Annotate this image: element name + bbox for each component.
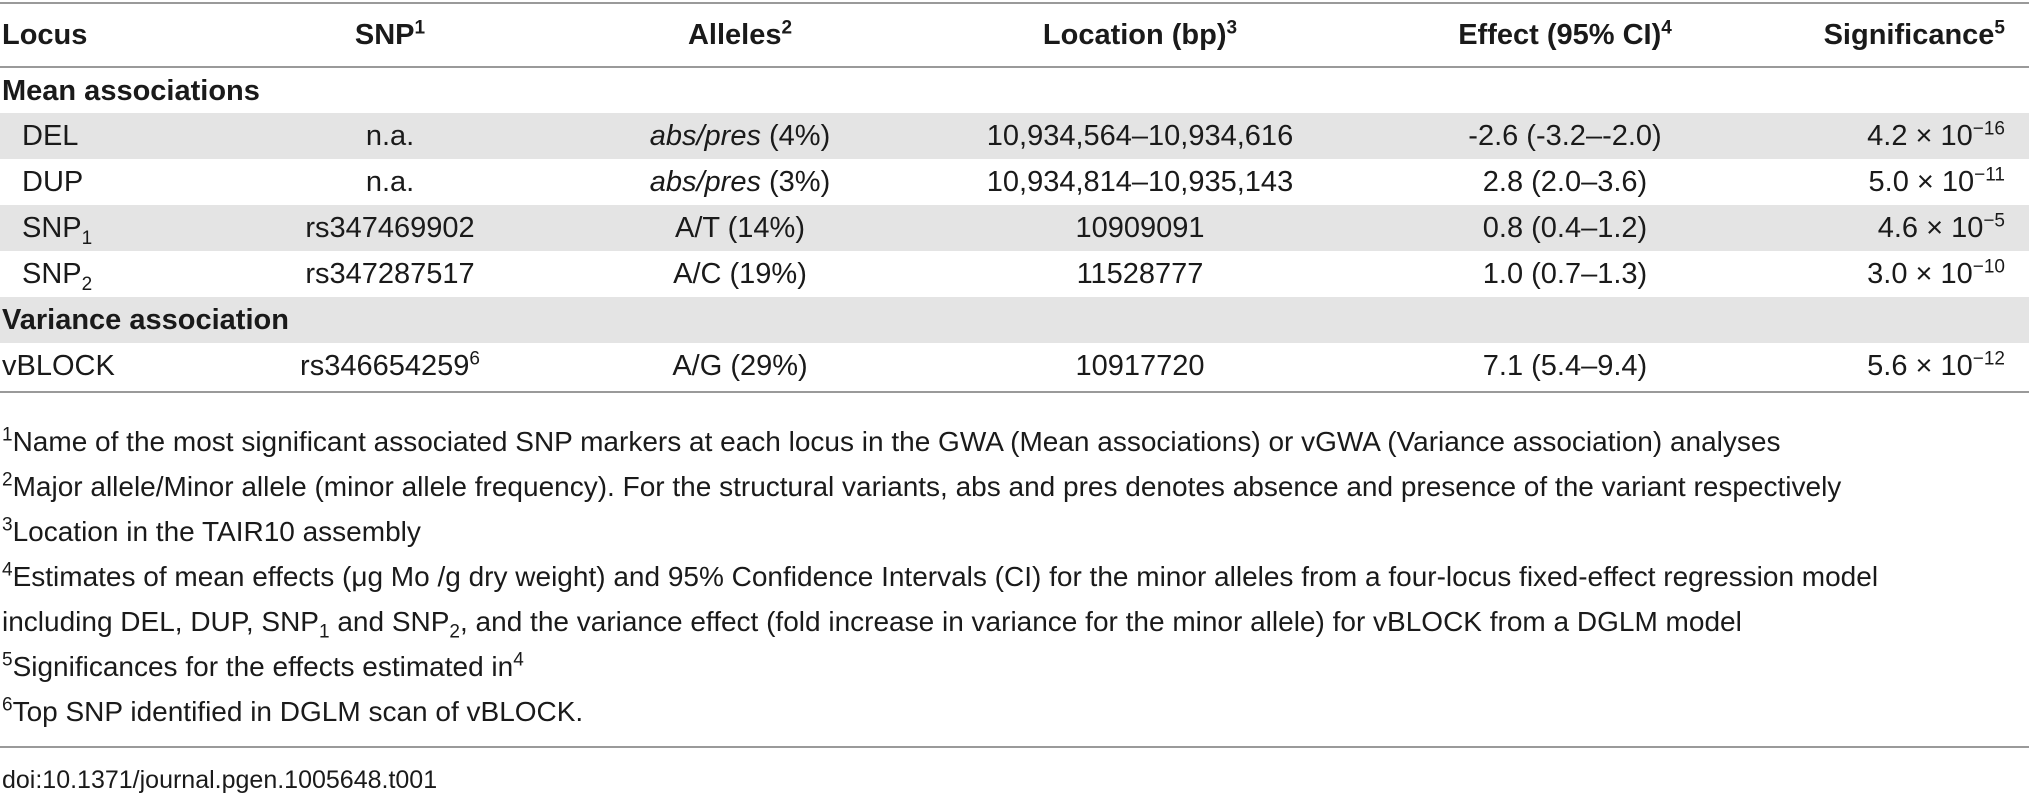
cell-significance: $4.2 \times 10^{-16}$ (1867, 118, 2005, 152)
cell-snp: n.a. (365, 120, 415, 152)
cell-effect: -2.6 (-3.2–-2.0) (1468, 120, 1662, 152)
header-significance: Significance$^5$ (1823, 17, 2005, 51)
cell-location: 10909091 (1075, 212, 1205, 244)
footnote-5: $^5$Significances for the effects estimated $in^4$ (2, 649, 524, 682)
header-effect: Effect (95% CI)$^4$ (1458, 17, 1672, 51)
cell-effect: 2.8 (2.0–3.6) (1482, 166, 1648, 198)
cell-locus: DUP (22, 166, 84, 198)
cell-alleles: abs/pres (4%) (649, 120, 831, 152)
cell-snp: rs346654259$^6$ (300, 348, 480, 382)
cell-snp: rs347287517 (305, 258, 475, 290)
footnote-4-continued: including DEL, DUP, $SNP_1$ and $SNP_2$, and the variance effect (fold increase in variance for the minor allele) for vBLOCK from a DGLM model (2, 606, 1742, 643)
cell-significance: $5.0 \times 10^{-11}$ (1868, 164, 2005, 198)
cell-effect: 7.1 (5.4–9.4) (1482, 350, 1648, 382)
cell-locus: DEL (22, 120, 79, 152)
cell-significance: $5.6 \times 10^{-12}$ (1867, 348, 2005, 382)
footnote-4: $^4$Estimates of mean effects (μg Mo /g dry weight) and 95% Confidence Intervals (CI) for the minor alleles from a four-locus fixed-effect regression model (2, 559, 1879, 592)
cell-alleles: A/G (29%) (672, 350, 808, 382)
footnote-1: $^1$Name of the most significant associated SNP markers at each locus in the GWA (Mean associations) or vGWA (Variance association) analyses (2, 424, 1781, 457)
cell-alleles: abs/pres (3%) (649, 166, 831, 198)
table-row (0, 343, 2029, 389)
table-row (0, 113, 2029, 159)
doi-text: doi:10.1371/journal.pgen.1005648.t001 (2, 766, 438, 794)
header-rule (0, 66, 2029, 68)
header-alleles: Alleles$^2$ (687, 17, 793, 51)
table-row (0, 159, 2029, 205)
header-location: Location (bp)$^3$ (1042, 17, 1238, 51)
cell-effect: 0.8 (0.4–1.2) (1482, 212, 1648, 244)
cell-alleles: A/T (14%) (674, 212, 805, 244)
cell-location: 10917720 (1075, 350, 1205, 382)
table-row (0, 205, 2029, 251)
cell-locus: vBLOCK (2, 350, 115, 382)
footnote-3: $^3$Location in the TAIR10 assembly (2, 514, 421, 547)
table-bottom-rule (0, 391, 2029, 393)
footnote-6: $^6$Top SNP identified in DGLM scan of vBLOCK. (2, 694, 584, 727)
cell-significance: $3.0 \times 10^{-10}$ (1867, 256, 2005, 290)
cell-locus: $SNP_1$ (22, 212, 93, 249)
cell-location: 10,934,814–10,935,143 (986, 166, 1294, 198)
cell-snp: rs347469902 (305, 212, 475, 244)
cell-location: 10,934,564–10,934,616 (986, 120, 1294, 152)
cell-locus: $SNP_2$ (22, 258, 93, 295)
section-band (0, 297, 2029, 343)
header-locus: Locus (2, 19, 88, 51)
cell-alleles: A/C (19%) (673, 258, 807, 290)
cell-snp: n.a. (365, 166, 415, 198)
footer-rule (0, 746, 2029, 748)
cell-significance: $4.6 \times 10^{-5}$ (1877, 210, 2005, 244)
section-variance-association: Variance association (2, 304, 289, 336)
header-snp: SNP$^1$ (354, 17, 426, 51)
table-row (0, 251, 2029, 297)
cell-location: 11528777 (1076, 258, 1204, 290)
footnote-2: $^2$Major allele/Minor allele (minor allele frequency). For the structural variants, abs and pres denotes absence and presence of the variant respectively (2, 469, 1842, 502)
cell-effect: 1.0 (0.7–1.3) (1482, 258, 1648, 290)
section-mean-associations: Mean associations (2, 75, 260, 107)
table-header-row (0, 4, 2029, 66)
